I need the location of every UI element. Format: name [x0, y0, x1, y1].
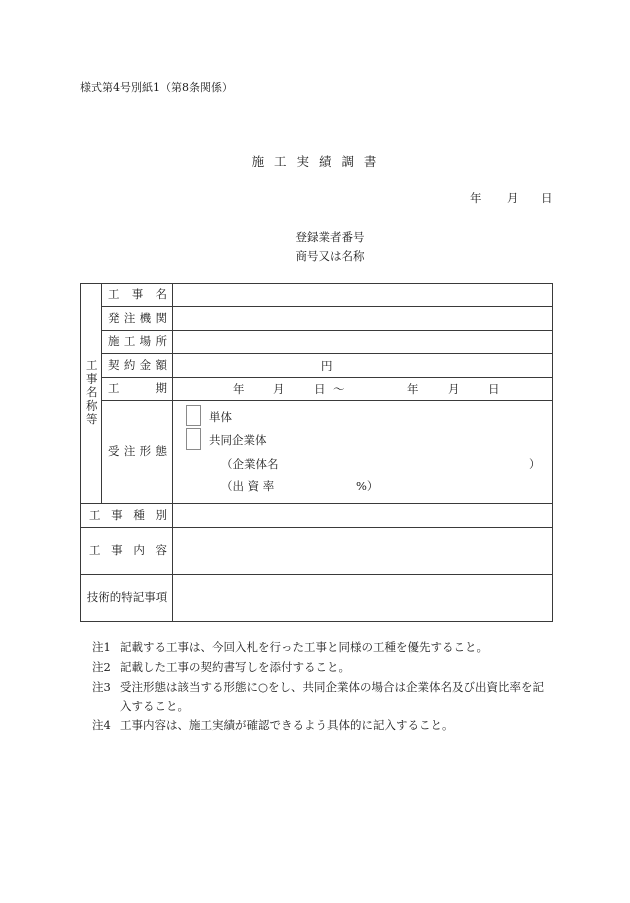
project-name-label: 工 事 名	[108, 287, 167, 302]
order-type-label: 受 注 形 態	[108, 444, 167, 459]
investment-ratio-label: （出 資 率	[221, 478, 275, 493]
form-number: 様式第4号別紙1（第8条関係）	[80, 81, 233, 94]
project-name-field[interactable]	[173, 284, 553, 307]
yen-unit-label: 円	[321, 358, 333, 373]
work-content-field[interactable]	[173, 528, 553, 575]
registration-number-label: 登録業者番号	[295, 230, 365, 244]
note-4-text: 工事内容は、施工実績が確認できるよう具体的に記入すること。	[120, 718, 454, 732]
table-row	[81, 528, 553, 575]
date-year-label: 年	[470, 191, 482, 205]
document-title: 施 工 実 績 調 書	[251, 154, 379, 169]
date-day-label: 日	[541, 191, 553, 205]
table-row	[81, 575, 553, 622]
order-type-label-cell	[102, 401, 173, 504]
technical-notes-field[interactable]	[173, 575, 553, 622]
investment-ratio-percent: %）	[356, 478, 379, 493]
work-category-label-cell	[81, 504, 173, 528]
construction-period-label: 工 期	[108, 381, 167, 396]
project-name-label-cell	[102, 284, 173, 307]
construction-period-field[interactable]	[173, 378, 553, 401]
date-month-label: 月	[507, 191, 519, 205]
table-row	[81, 284, 553, 307]
note-3-text-continued: 入すること。	[120, 699, 189, 713]
joint-venture-checkbox[interactable]	[186, 428, 201, 450]
work-content-label-cell	[81, 528, 173, 575]
technical-notes-label: 技術的特記事項	[86, 590, 168, 605]
project-group-label: 工事名称等	[84, 358, 99, 426]
note-2-text: 記載した工事の契約書写しを添付すること。	[120, 660, 350, 674]
period-separator: ～	[333, 381, 345, 396]
table-row	[81, 354, 553, 378]
note-2-label: 注2	[92, 660, 111, 674]
period-start-month-label: 月	[273, 381, 285, 396]
period-end-year-label: 年	[407, 381, 419, 396]
contract-amount-label: 契 約 金 額	[108, 357, 167, 372]
table-row	[81, 307, 553, 331]
single-option-label: 単体	[209, 409, 232, 424]
jv-name-close-paren: ）	[529, 456, 541, 471]
construction-record-table	[80, 283, 553, 622]
period-end-month-label: 月	[448, 381, 460, 396]
table-row	[81, 504, 553, 528]
period-start-day-label: 日	[314, 381, 326, 396]
table-row	[81, 401, 553, 504]
single-checkbox[interactable]	[186, 405, 201, 426]
ordering-agency-field[interactable]	[173, 307, 553, 331]
table-row	[81, 331, 553, 354]
project-group-label-cell	[81, 284, 102, 504]
construction-site-field[interactable]	[173, 331, 553, 354]
ordering-agency-label-cell	[102, 307, 173, 331]
joint-venture-option-label: 共同企業体	[209, 432, 267, 447]
work-category-field[interactable]	[173, 504, 553, 528]
contract-amount-field[interactable]	[173, 354, 553, 378]
work-content-label: 工 事 内 容	[89, 543, 167, 558]
note-4-label: 注4	[92, 718, 111, 732]
table-row	[81, 378, 553, 401]
order-type-field	[173, 401, 553, 504]
period-end-day-label: 日	[488, 381, 500, 396]
period-start-year-label: 年	[233, 381, 245, 396]
note-3-text: 受注形態は該当する形態に○をし、共同企業体の場合は企業体名及び出資比率を記	[120, 680, 545, 694]
ordering-agency-label: 発 注 機 関	[108, 310, 167, 325]
construction-site-label: 施 工 場 所	[108, 334, 167, 349]
jv-name-label: （企業体名	[221, 456, 279, 471]
technical-notes-label-cell	[81, 575, 173, 622]
note-1-label: 注1	[92, 640, 111, 654]
work-category-label: 工 事 種 別	[89, 507, 167, 522]
note-3-label: 注3	[92, 680, 111, 694]
note-1-text: 記載する工事は、今回入札を行った工事と同様の工種を優先すること。	[120, 640, 488, 654]
company-name-label: 商号又は名称	[295, 249, 365, 263]
construction-site-label-cell	[102, 331, 173, 354]
construction-period-label-cell	[102, 378, 173, 401]
contract-amount-label-cell	[102, 354, 173, 378]
